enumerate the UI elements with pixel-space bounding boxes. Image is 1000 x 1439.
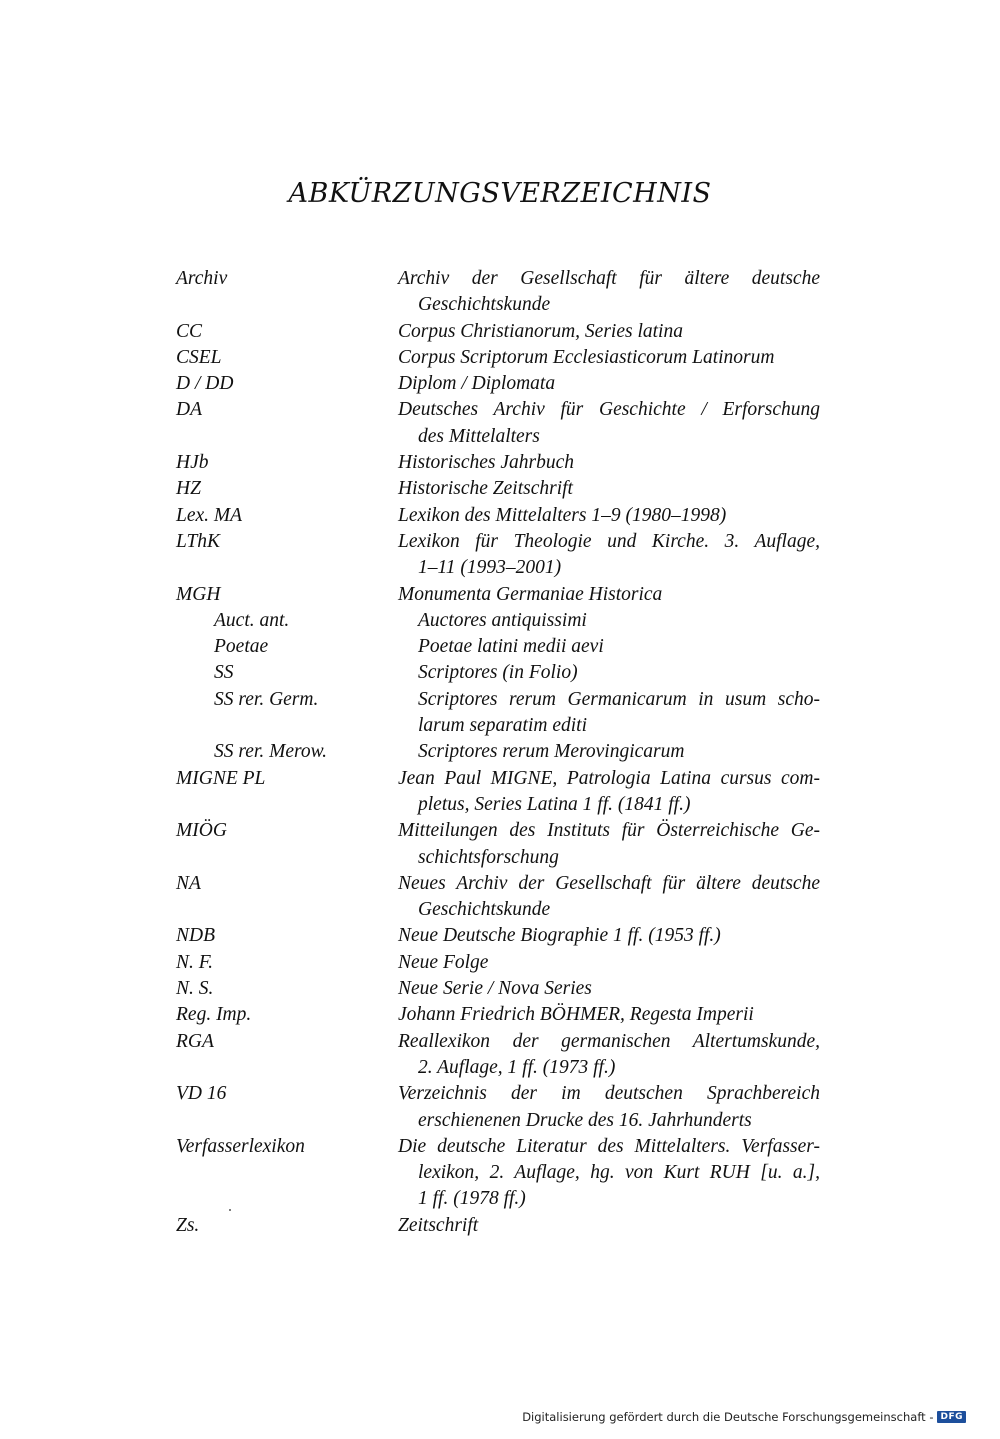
expansion-line: 1 ff. (1978 ff.) [418,1188,526,1210]
abbreviation-term: CSEL [176,346,222,368]
dfg-logo-icon: DFG [937,1411,966,1423]
abbreviation-entry [176,476,820,502]
abbreviation-term: Poetae [214,636,269,658]
expansion-line: pletus, Series Latina 1 ff. (1841 ff.) [418,793,691,815]
abbreviation-term: N. S. [176,978,214,1000]
expansion-line: Historische Zeitschrift [398,478,573,500]
expansion-line: Monumenta Germaniae Historica [398,583,663,605]
expansion-line: Archiv der Gesellschaft für ältere deutsche [398,268,820,289]
abbreviation-expansion [398,529,820,582]
abbreviation-expansion [398,319,820,345]
abbreviation-term: CC [176,320,203,342]
abbreviation-term: VD 16 [176,1083,227,1105]
abbreviation-term: SS rer. Germ. [214,688,319,710]
abbreviation-expansion [398,739,820,765]
abbreviation-expansion [398,687,820,740]
expansion-line: Historisches Jahrbuch [398,452,575,474]
abbreviation-list [176,266,820,1239]
abbreviation-entry [176,634,820,660]
abbreviation-term: Lex. MA [176,504,243,526]
abbreviation-expansion [398,1029,820,1082]
expansion-line: Neue Folge [398,951,489,973]
abbreviation-expansion [398,660,820,686]
abbreviation-term: MIGNE PL [176,767,266,789]
abbreviation-expansion [398,818,820,871]
abbreviation-entry [176,976,820,1002]
abbreviation-term: Archiv [176,268,228,289]
abbreviation-entry [176,371,820,397]
expansion-line: Poetae latini medii aevi [418,636,604,658]
abbreviation-term: NA [176,872,201,894]
expansion-line: lexikon, 2. Auflage, hg. von Kurt RUH [u. a.], [418,1162,820,1184]
abbreviation-entry [176,687,820,740]
abbreviation-expansion [398,582,820,608]
page-title: ABKÜRZUNGSVERZEICHNIS [288,178,712,209]
abbreviation-expansion [398,345,820,371]
abbreviation-entry [176,660,820,686]
abbreviation-term: MGH [176,583,221,605]
expansion-line: 1–11 (1993–2001) [418,557,562,579]
expansion-line: Lexikon des Mittelalters 1–9 (1980–1998) [398,504,727,526]
abbreviation-expansion [398,950,820,976]
abbreviation-expansion [398,1213,820,1239]
expansion-line: Geschichtskunde [418,899,551,921]
abbreviation-entry [176,923,820,949]
abbreviation-expansion [398,397,820,450]
abbreviation-entry [176,818,820,871]
abbreviation-entry [176,529,820,582]
abbreviation-term: SS rer. Merow. [214,741,328,763]
abbreviation-entry [176,1081,820,1134]
abbreviation-expansion [398,450,820,476]
expansion-line: Jean Paul MIGNE, Patrologia Latina cursus com- [398,767,820,789]
abbreviation-expansion [398,371,820,397]
abbreviation-entry [176,950,820,976]
abbreviation-expansion [398,871,820,924]
abbreviation-term: Verfasserlexikon [176,1135,305,1157]
expansion-line: Lexikon für Theologie und Kirche. 3. Auflage, [398,530,820,552]
abbreviation-term: NDB [176,925,215,947]
abbreviation-entry [176,266,820,319]
abbreviation-term: Auct. ant. [214,609,290,631]
abbreviation-term: D / DD [176,373,234,395]
abbreviation-term: HJb [176,452,209,474]
abbreviation-expansion [398,766,820,819]
expansion-line: 2. Auflage, 1 ff. (1973 ff.) [418,1056,616,1078]
expansion-line: Scriptores rerum Germanicarum in usum scho- [418,688,820,710]
abbreviation-term: Zs. [176,1214,200,1236]
abbreviation-expansion [398,1081,820,1134]
abbreviation-expansion [398,634,820,660]
expansion-line: Auctores antiquissimi [418,609,587,631]
abbreviation-entry [176,503,820,529]
abbreviation-expansion [398,923,820,949]
expansion-line: Diplom / Diplomata [398,373,556,395]
abbreviation-expansion [398,266,820,319]
expansion-line: Scriptores (in Folio) [418,662,578,684]
abbreviation-term: RGA [176,1030,214,1052]
abbreviation-term: LThK [176,530,221,552]
abbreviation-entry [176,1029,820,1082]
abbreviation-term: DA [176,399,202,421]
abbreviation-expansion [398,1002,820,1028]
abbreviation-entry [176,319,820,345]
abbreviation-expansion [398,976,820,1002]
print-speck [229,1209,231,1211]
abbreviation-entry [176,608,820,634]
expansion-line: Zeitschrift [398,1214,479,1236]
abbreviation-term: SS [214,662,234,684]
abbreviation-expansion [398,608,820,634]
abbreviation-entry [176,345,820,371]
expansion-line: des Mittelalters [418,425,540,447]
abbreviation-expansion [398,503,820,529]
abbreviation-term: N. F. [176,951,214,973]
expansion-line: Scriptores rerum Merovingicarum [418,741,685,763]
abbreviation-entry [176,1002,820,1028]
expansion-line: Verzeichnis der im deutschen Sprachbereich [398,1083,820,1105]
abbreviation-entry [176,871,820,924]
abbreviation-entry [176,766,820,819]
expansion-line: Corpus Christianorum, Series latina [398,320,683,342]
abbreviation-term: HZ [176,478,201,500]
abbreviation-expansion [398,1134,820,1213]
footer-text: Digitalisierung gefördert durch die Deutsche Forschungsgemeinschaft - [522,1410,934,1424]
abbreviation-term: MIÖG [176,820,227,842]
abbreviation-term: Reg. Imp. [176,1004,252,1026]
digitization-footer [522,1410,966,1424]
expansion-line: Geschichtskunde [418,294,551,316]
expansion-line: Die deutsche Literatur des Mittelalters. Verfasser- [398,1135,820,1157]
abbreviation-entry [176,739,820,765]
expansion-line: Deutsches Archiv für Geschichte / Erforschung [398,399,820,421]
expansion-line: schichtsforschung [418,846,559,868]
expansion-line: Mitteilungen des Instituts für Österreichische Ge- [398,820,820,842]
abbreviation-entry [176,1134,820,1213]
expansion-line: erschienenen Drucke des 16. Jahrhunderts [418,1109,752,1131]
expansion-line: Johann Friedrich BÖHMER, Regesta Imperii [398,1004,754,1026]
expansion-line: larum separatim editi [418,715,587,737]
abbreviation-entry [176,450,820,476]
abbreviation-expansion [398,476,820,502]
abbreviation-entry [176,582,820,608]
expansion-line: Reallexikon der germanischen Altertumskunde, [398,1030,820,1052]
expansion-line: Neue Serie / Nova Series [398,978,592,1000]
expansion-line: Corpus Scriptorum Ecclesiasticorum Latinorum [398,346,775,368]
expansion-line: Neue Deutsche Biographie 1 ff. (1953 ff.) [398,925,721,947]
abbreviation-entry [176,397,820,450]
expansion-line: Neues Archiv der Gesellschaft für ältere deutsche [398,872,820,894]
abbreviation-entry [176,1213,820,1239]
